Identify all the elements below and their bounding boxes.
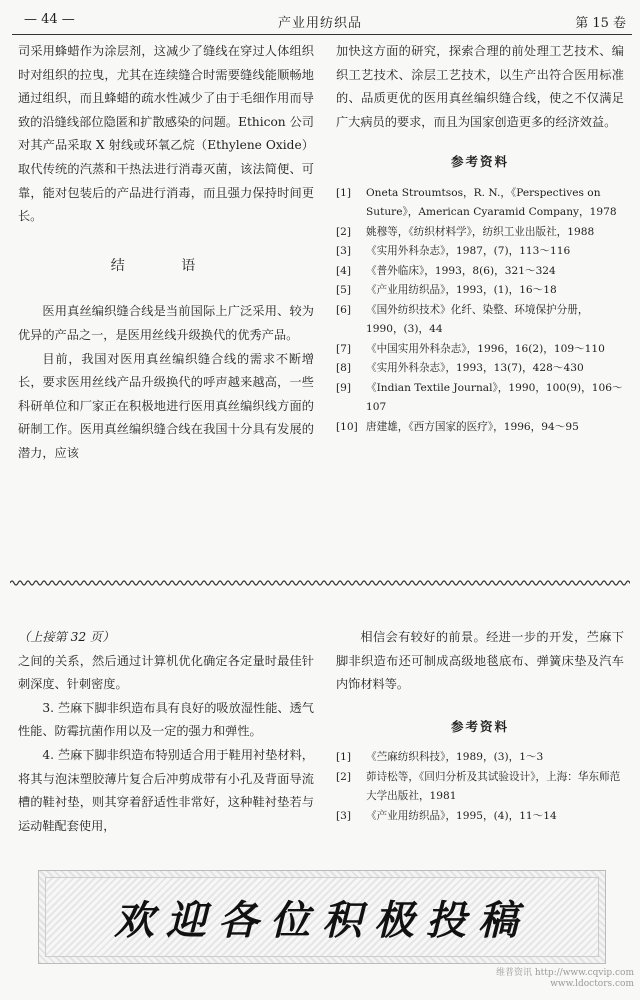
page-header xyxy=(0,6,640,34)
body-paragraph: 之间的关系，然后通过计算机优化确定各定量时最佳针刺深度、针刺密度。 xyxy=(18,653,314,692)
reference-item: [4] 《普外临床》，1993，8(6)，321～324 xyxy=(336,264,556,277)
watermark xyxy=(496,968,634,990)
references-list xyxy=(336,184,624,438)
submission-banner xyxy=(38,870,606,964)
top-left-column xyxy=(18,40,314,466)
reference-item: [3] 《产业用纺织品》，1995，(4)，11～14 xyxy=(336,809,557,822)
references-heading: 参考资料 xyxy=(450,154,509,170)
section-heading: 结 语 xyxy=(110,257,222,274)
body-paragraph: 4. 苎麻下脚非织造布特别适合用于鞋用衬垫材料，将其与泡沫塑胶薄片复合后冲剪成带有小孔及背面导流槽的鞋衬垫，则其穿着舒适性非常好，这种鞋衬垫若与运动鞋配套使用， xyxy=(18,747,314,833)
reference-item: [2] 姚穆等，《纺织材料学》，纺织工业出版社，1988 xyxy=(336,225,595,238)
wavy-separator xyxy=(10,578,630,588)
bottom-left-column xyxy=(18,626,314,838)
continued-note: （上接第 32 页） xyxy=(18,630,115,644)
top-right-column xyxy=(336,40,624,437)
watermark-line: 维普资讯 http://www.cqvip.com xyxy=(495,968,634,978)
banner-text: 欢迎各位积极投稿 xyxy=(114,897,530,944)
body-paragraph: 相信会有较好的前景。经进一步的开发，苎麻下脚非织造布还可制成高级地毯底布、弹簧床垫及汽车内饰材料等。 xyxy=(336,630,624,692)
volume-label: 第 15 卷 xyxy=(575,16,626,31)
watermark-line: www.ldoctors.com xyxy=(550,979,634,989)
reference-item: [8] 《实用外科杂志》，1993，13(7)，428～430 xyxy=(336,362,584,375)
references-list xyxy=(336,748,624,826)
reference-item: [3] 《实用外科杂志》，1987，(7)，113～116 xyxy=(336,245,571,258)
reference-item: [7] 《中国实用外科杂志》，1996，16(2)，109～110 xyxy=(336,342,605,355)
header-rule xyxy=(12,34,632,35)
page-number: — 44 — xyxy=(24,12,75,27)
body-paragraph: 医用真丝编织缝合线是当前国际上广泛采用、较为优异的产品之一，是医用丝线升级换代的优秀产品。 xyxy=(18,304,314,342)
reference-item: [1] Oneta Stroumtsos，R. N.，《Perspectives on Suture》，American Cyaramid Company，1978 xyxy=(336,186,617,219)
bottom-right-column xyxy=(336,626,624,826)
reference-item: [6] 《国外纺织技术》化纤、染整、环境保护分册，1990，(3)，44 xyxy=(336,303,589,336)
reference-item: [1] 《苎麻纺织科技》，1989，(3)，1～3 xyxy=(336,751,544,764)
body-paragraph: 加快这方面的研究，探索合理的前处理工艺技术、编织工艺技术、涂层工艺技术，以生产出符合医用标准的、品质更优的医用真丝编织缝合线，使之不仅满足广大病员的要求，而且为国家创造更多的经济效益。 xyxy=(336,44,624,129)
references-heading: 参考资料 xyxy=(450,718,509,734)
body-paragraph: 3. 苎麻下脚非织造布具有良好的吸放湿性能、透气性能、防霉抗菌作用以及一定的强力和弹性。 xyxy=(18,700,314,739)
reference-item: [5] 《产业用纺织品》，1993，(1)，16～18 xyxy=(336,284,557,297)
reference-item: [2] 茆诗松等，《回归分析及其试验设计》，上海：华东师范大学出版社，1981 xyxy=(336,770,621,803)
reference-item: [10] 唐建雄，《西方国家的医疗》，1996，94～95 xyxy=(336,420,579,433)
body-paragraph: 司采用蜂蜡作为涂层剂，这减少了缝线在穿过人体组织时对组织的拉曳，尤其在连续缝合时需要缝线能顺畅地通过组织，而且蜂蜡的疏水性减少了由于毛细作用而导致的沿缝线部位隐匿和扩散感染的问题。Ethicon 公司对其产品采取 X 射线或环氧乙烷（Ethylene Oxide）取代传统的汽蒸和干热法进行消毒灭菌，该法简便、可靠，能对包装后的产品进行消毒，而且强力保持时间更长。 xyxy=(18,44,314,224)
body-paragraph: 目前，我国对医用真丝编织缝合线的需求不断增长，要求医用丝线产品升级换代的呼声越来越高，一些科研单位和厂家正在积极地进行医用真丝编织线方面的研制工作。医用真丝编织缝合线在我国十分具有发展的潜力，应该 xyxy=(18,351,314,460)
journal-title: 产业用纺织品 xyxy=(277,16,362,31)
reference-item: [9] 《Indian Textile Journal》，1990，100(9)，106～107 xyxy=(336,381,623,414)
